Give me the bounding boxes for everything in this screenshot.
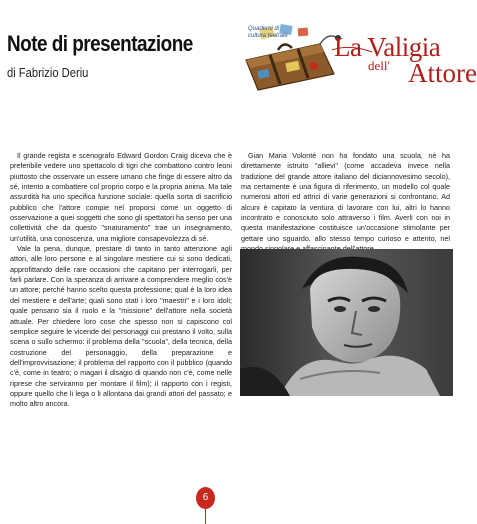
portrait-image bbox=[240, 249, 453, 396]
logo-word-dell: dell' bbox=[368, 58, 390, 73]
logo-tagline: Quaderni di cultura teatrale bbox=[248, 26, 288, 39]
paragraph: Il grande regista e scenografo Edward Gordon Craig diceva che è preferibile vedere uno spettacolo di tigri che combattono contro leoni piuttosto che osservare un essere umano che finge di essere altro da sé, intento a combattere col proprio corpo e la propria anima. Ma tale assurdità ha uno specifica funzione sociale: quella sorta di sacrificio pubblico che l'attore compie nel proporsi come un oggetto di osservazione a quei soggetti che sono gli spettatori ha senso per una collettività che da questo "snaturamento" trae un insegnamento, un'utilità, una conoscenza, una migliore consapevolezza di sé. bbox=[10, 151, 232, 243]
magazine-logo bbox=[240, 22, 477, 94]
author-line: di Fabrizio Deriu bbox=[7, 65, 89, 80]
logo-word-attore: Attore bbox=[408, 58, 477, 88]
left-text-column bbox=[10, 151, 232, 411]
page-number-badge: 6 bbox=[196, 487, 215, 509]
right-text-column bbox=[241, 151, 450, 241]
portrait-photo bbox=[240, 249, 453, 396]
paragraph: Gian Maria Volonté non ha fondato una scuola, né ha direttamente istruito "allievi" (come accadeva invece nella tradizione del grande attore italiano del diciannovesimo secolo), ma certamente è una figura di riferimento, un modello col quale numerosi attori ed attrici di varie generazioni si confrontano. Ad alcuni è capitato la ventura di lavorare con lui, altri lo hanno incontrato e conosciuto solo attraverso i film. Averli con noi in questa manifestazione costituisce un'occasione stimolante per gettare uno sguardo, allo stesso tempo curioso e attento, nel bbox=[241, 151, 450, 243]
paragraph: Vale la pena, dunque, prestare di tanto in tanto attenzione agli attori, alle loro persone e al singolare mestiere cui si sono dedicati, approfittando delle rare occasioni che capitano per interrogarli, per farli parlare. Con la speranza di arrivare a comprendere meglio cos'è un attore; perché hanno scelto questa professione; qual è la loro idea del mestiere e dell'arte; quali sono stati i loro "maestri" e i loro idoli; quale pensano sia il ruolo e la "missione" dell'attore nella società attuale. Per chiedere loro cose che spesso non si capiscono col semplice seguire le vicende dei personaggi cui prestano il volto, sulla scena o sullo schermo: il problema della "scuola", della tecnica, della costruzione del personaggio, della preparazione e dell'improvvisazione; il problema del rapporto con il pubblico (quando c'è, come in teatro; o magari il disagio di quando non c'è, come nelle riprese che serviranno per montare il film); il rapporto con i registi, oppure quello che li lega o li allontana dai grandi attori del passato; e molto altro ancora. bbox=[10, 244, 232, 409]
logo-word-la-valigia: La Valigia bbox=[334, 32, 441, 62]
page-title: Note di presentazione bbox=[7, 31, 193, 56]
